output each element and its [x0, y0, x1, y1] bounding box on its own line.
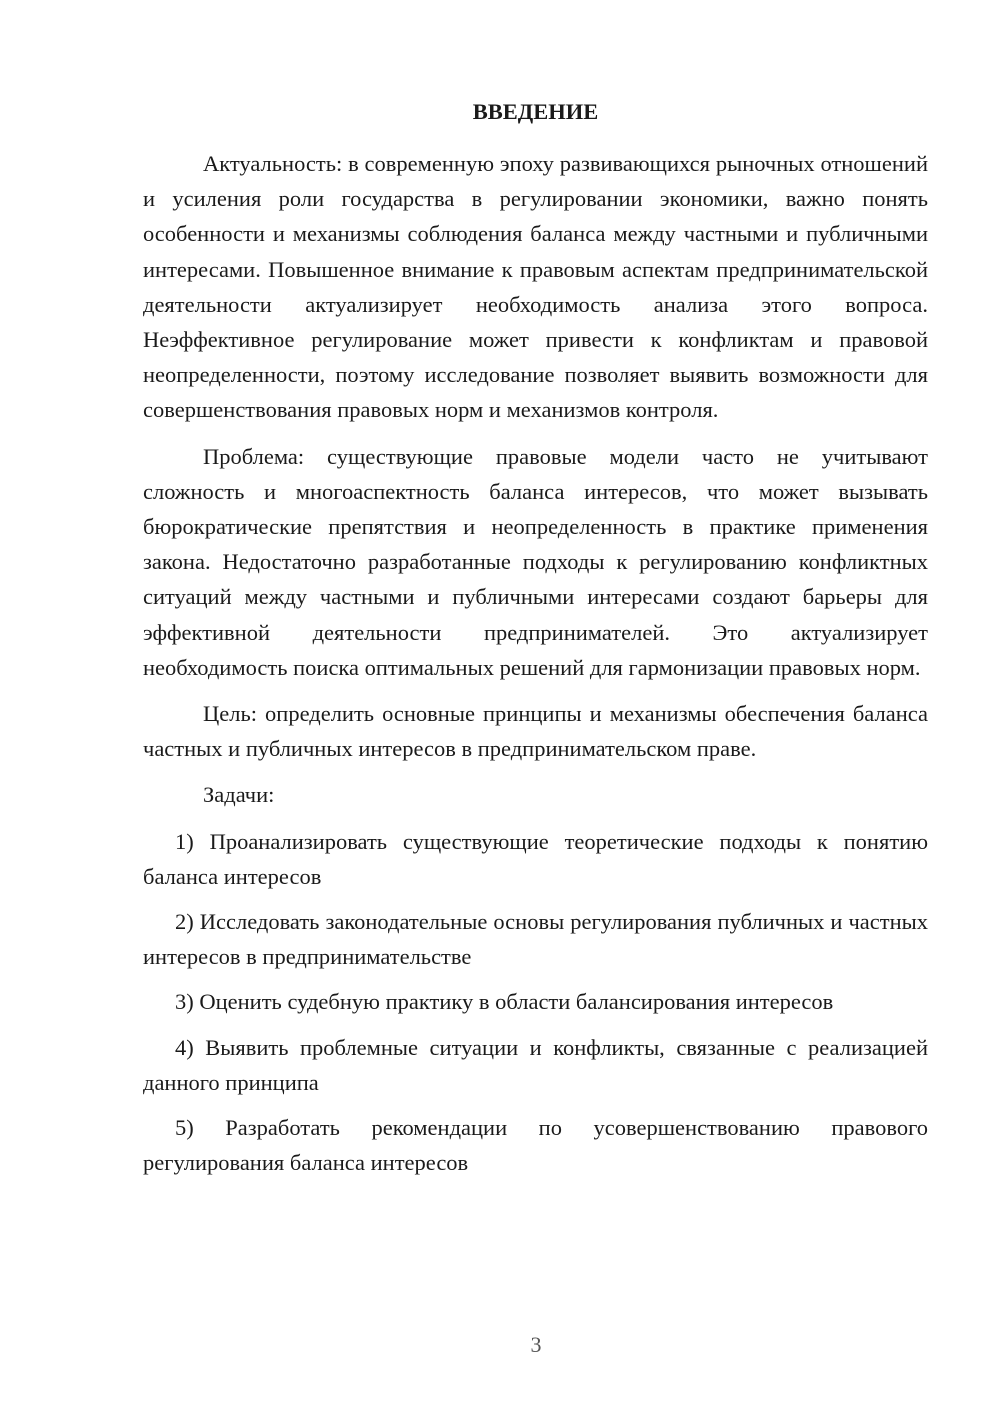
tasks-label: Задачи:	[203, 782, 275, 808]
task-item: 1) Проанализировать существующие теоретические подходы к понятию баланса интересов	[143, 828, 928, 889]
task-item: 5) Разработать рекомендации по усовершенствованию правового регулирования баланса интересов	[143, 1115, 928, 1176]
task-item: 3) Оценить судебную практику в области балансирования интересов	[175, 989, 834, 1015]
page-number: 3	[530, 1332, 542, 1357]
task-list	[143, 824, 928, 1181]
page-content	[143, 96, 928, 1190]
paragraph-goal: Цель: определить основные принципы и механизмы обеспечения баланса частных и публичных интересов в предпринимательском праве.	[143, 701, 928, 762]
task-item: 2) Исследовать законодательные основы регулирования публичных и частных интересов в предпринимательстве	[143, 909, 928, 970]
paragraph-relevance: Актуальность: в современную эпоху развивающихся рыночных отношений и усиления роли государства в регулировании экономики, важно понять особенности и механизмы соблюдения баланса между частными и публичными интересами. Повышенное внимание к правовым аспектам предпринимательской деятельности актуализирует необходимость анализа этого вопроса. Неэффективное регулирование может привести к конфликтам и правовой неопределенности, поэтому исследование позволяет выявить возможности для совершенствования правовых норм и механизмов контроля.	[143, 151, 928, 423]
task-item: 4) Выявить проблемные ситуации и конфликты, связанные с реализацией данного принципа	[143, 1034, 928, 1095]
section-title: ВВЕДЕНИЕ	[472, 99, 599, 124]
paragraph-problem: Проблема: существующие правовые модели часто не учитывают сложность и многоаспектность баланса интересов, что может вызывать бюрократические препятствия и неопределенность в практике применения закона. Недостаточно разработанные подходы к регулированию конфликтных ситуаций между частными и публичными интересами создают барьеры для эффективной деятельности предпринимателей. Это актуализирует необходимость поиска оптимальных решений для гармонизации правовых норм.	[143, 443, 928, 680]
